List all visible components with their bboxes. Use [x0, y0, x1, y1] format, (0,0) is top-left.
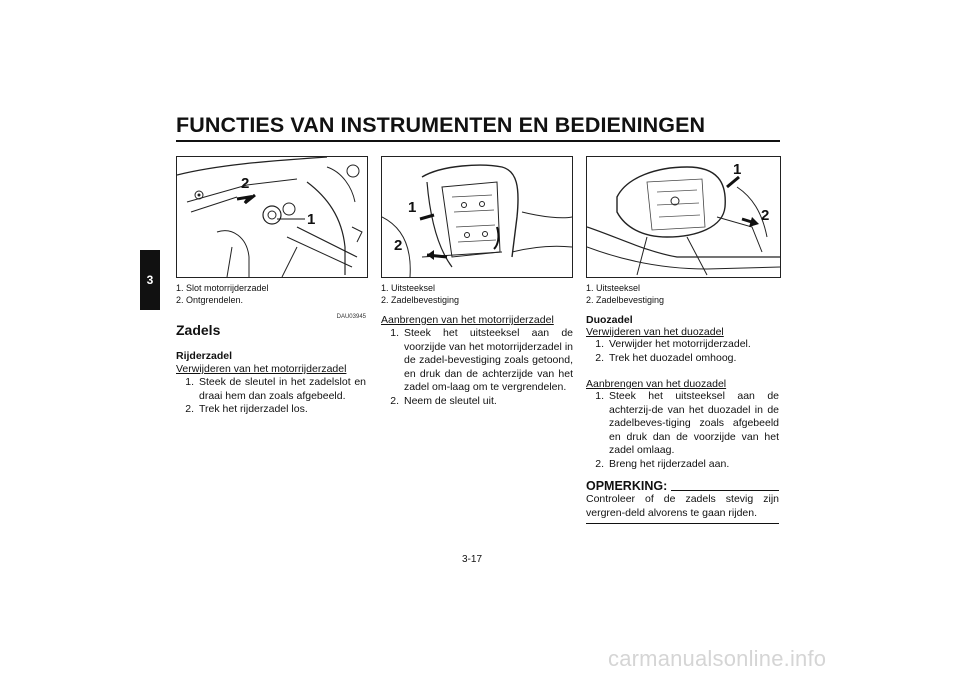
- column-2: [381, 282, 573, 408]
- callout-2: 2: [241, 175, 250, 192]
- steps-list: [381, 327, 573, 408]
- figure-caption: 1. Uitsteeksel: [381, 283, 436, 293]
- figure-passenger-seat: [586, 156, 781, 278]
- reference-code: DAU03945: [336, 314, 366, 320]
- list-item: 2. Breng het rijderzadel aan.: [595, 457, 730, 470]
- note-title: OPMERKING:: [586, 479, 668, 493]
- list-item: 2. Trek het rijderzadel los.: [185, 403, 308, 415]
- procedure-heading: Aanbrengen van het motorrijderzadel: [381, 314, 554, 326]
- figure-caption: 1. Slot motorrijderzadel: [176, 283, 269, 293]
- rider-seat-illustration: [382, 157, 572, 277]
- list-item: 2. Trek het duozadel omhoog.: [595, 351, 737, 364]
- callout-1: 1: [307, 211, 316, 228]
- figure-seat-lock: [176, 156, 368, 278]
- list-item: 1. Steek het uitsteeksel aan de achterzij-de van het duozadel in de zadelbeves-tiging zoals afgebeeld en druk dan de voorzijde van het zadel omlaag.: [595, 390, 779, 456]
- procedure-heading: Verwijderen van het motorrijderzadel: [176, 363, 347, 375]
- section-title: Zadels: [176, 322, 221, 338]
- seat-lock-illustration: [177, 157, 367, 277]
- figure-caption: 1. Uitsteeksel: [586, 283, 641, 293]
- subheading: Rijderzadel: [176, 350, 233, 362]
- figure-caption: 2. Zadelbevestiging: [381, 295, 460, 305]
- procedure-heading: Verwijderen van het duozadel: [586, 326, 724, 338]
- subheading: Duozadel: [586, 314, 633, 326]
- watermark: carmanualsonline.info: [608, 646, 827, 671]
- figure-rider-seat-install: [381, 156, 573, 278]
- list-item: 1. Steek het uitsteeksel aan de voorzijde van het motorrijderzadel in de zadel-bevestiging zoals getoond, en druk dan de achterzijde van het zadel om-laag om te vergrendelen.: [390, 327, 573, 393]
- page-title: FUNCTIES VAN INSTRUMENTEN EN BEDIENINGEN: [176, 113, 706, 137]
- list-item: 1. Verwijder het motorrijderzadel.: [595, 338, 751, 350]
- callout-2: 2: [761, 207, 770, 224]
- steps-list: [586, 390, 779, 471]
- page-number: 3-17: [462, 554, 483, 565]
- callout-2: 2: [394, 237, 403, 254]
- figure-caption: 2. Zadelbevestiging: [586, 295, 665, 305]
- procedure-heading: Aanbrengen van het duozadel: [586, 378, 727, 390]
- note-rule: [671, 490, 779, 491]
- column-3: [586, 282, 779, 524]
- column-1: [176, 282, 366, 417]
- header-rule: [176, 140, 780, 142]
- note-text: Controleer of de zadels stevig zijn vergren-deld alvorens te gaan rijden.: [586, 493, 779, 519]
- chapter-tab: 3: [140, 250, 160, 310]
- list-item: 1. Steek de sleutel in het zadelslot en draai hem dan zoals afgebeeld.: [185, 376, 366, 402]
- steps-list: [176, 376, 366, 417]
- passenger-seat-illustration: [587, 157, 780, 277]
- callout-1: 1: [733, 161, 742, 178]
- note-header: [586, 479, 779, 493]
- callout-1: 1: [408, 199, 417, 216]
- list-item: 2. Neem de sleutel uit.: [390, 394, 497, 407]
- figure-caption: 2. Ontgrendelen.: [176, 295, 244, 305]
- steps-list: [586, 338, 779, 365]
- note-bottom-rule: [586, 523, 779, 524]
